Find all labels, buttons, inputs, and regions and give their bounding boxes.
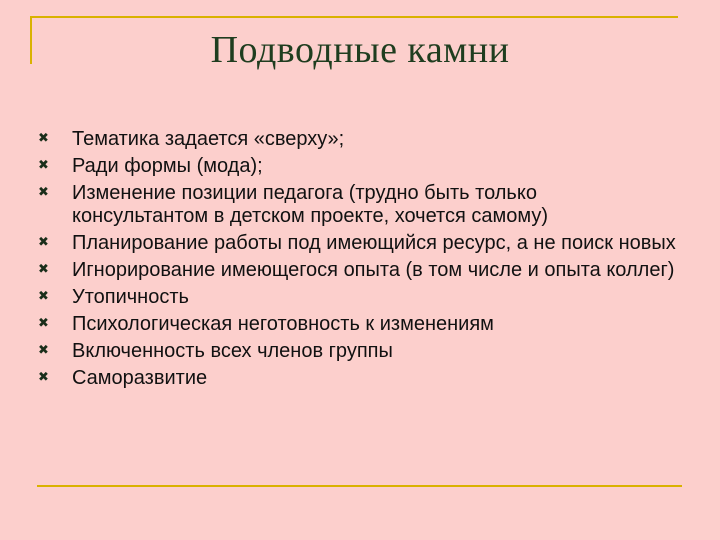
list-item-text: Игнорирование имеющегося опыта (в том числе и опыта коллег) bbox=[72, 259, 675, 281]
top-frame-line bbox=[30, 16, 678, 18]
list-item bbox=[38, 259, 678, 282]
list-item bbox=[38, 340, 678, 363]
list-item bbox=[38, 313, 678, 336]
x-mark-icon: ✖ bbox=[38, 262, 49, 277]
list-item-text: Утопичность bbox=[72, 286, 189, 308]
x-mark-icon: ✖ bbox=[38, 343, 49, 358]
x-mark-icon: ✖ bbox=[38, 370, 49, 385]
bottom-frame-line bbox=[37, 485, 682, 487]
list-item bbox=[38, 155, 678, 178]
x-mark-icon: ✖ bbox=[38, 185, 49, 200]
x-mark-icon: ✖ bbox=[38, 158, 49, 173]
x-mark-icon: ✖ bbox=[38, 289, 49, 304]
list-item-text: Изменение позиции педагога (трудно быть только консультантом в детском проекте, хочется самому) bbox=[72, 182, 548, 227]
list-item-text: Саморазвитие bbox=[72, 367, 208, 389]
list-item-text: Тематика задается «сверху»; bbox=[72, 128, 345, 150]
list-item bbox=[38, 232, 678, 255]
list-item bbox=[38, 367, 678, 390]
x-mark-icon: ✖ bbox=[38, 316, 49, 331]
list-item bbox=[38, 182, 678, 228]
x-mark-icon: ✖ bbox=[38, 131, 49, 146]
bullet-list bbox=[38, 128, 678, 394]
slide-title: Подводные камни bbox=[210, 29, 510, 71]
list-item-text: Планирование работы под имеющийся ресурс, а не поиск новых bbox=[72, 232, 676, 254]
list-item-text: Включенность всех членов группы bbox=[72, 340, 393, 362]
list-item-text: Психологическая неготовность к изменениям bbox=[72, 313, 494, 335]
list-item bbox=[38, 128, 678, 151]
list-item-text: Ради формы (мода); bbox=[72, 155, 263, 177]
x-mark-icon: ✖ bbox=[38, 235, 49, 250]
list-item bbox=[38, 286, 678, 309]
